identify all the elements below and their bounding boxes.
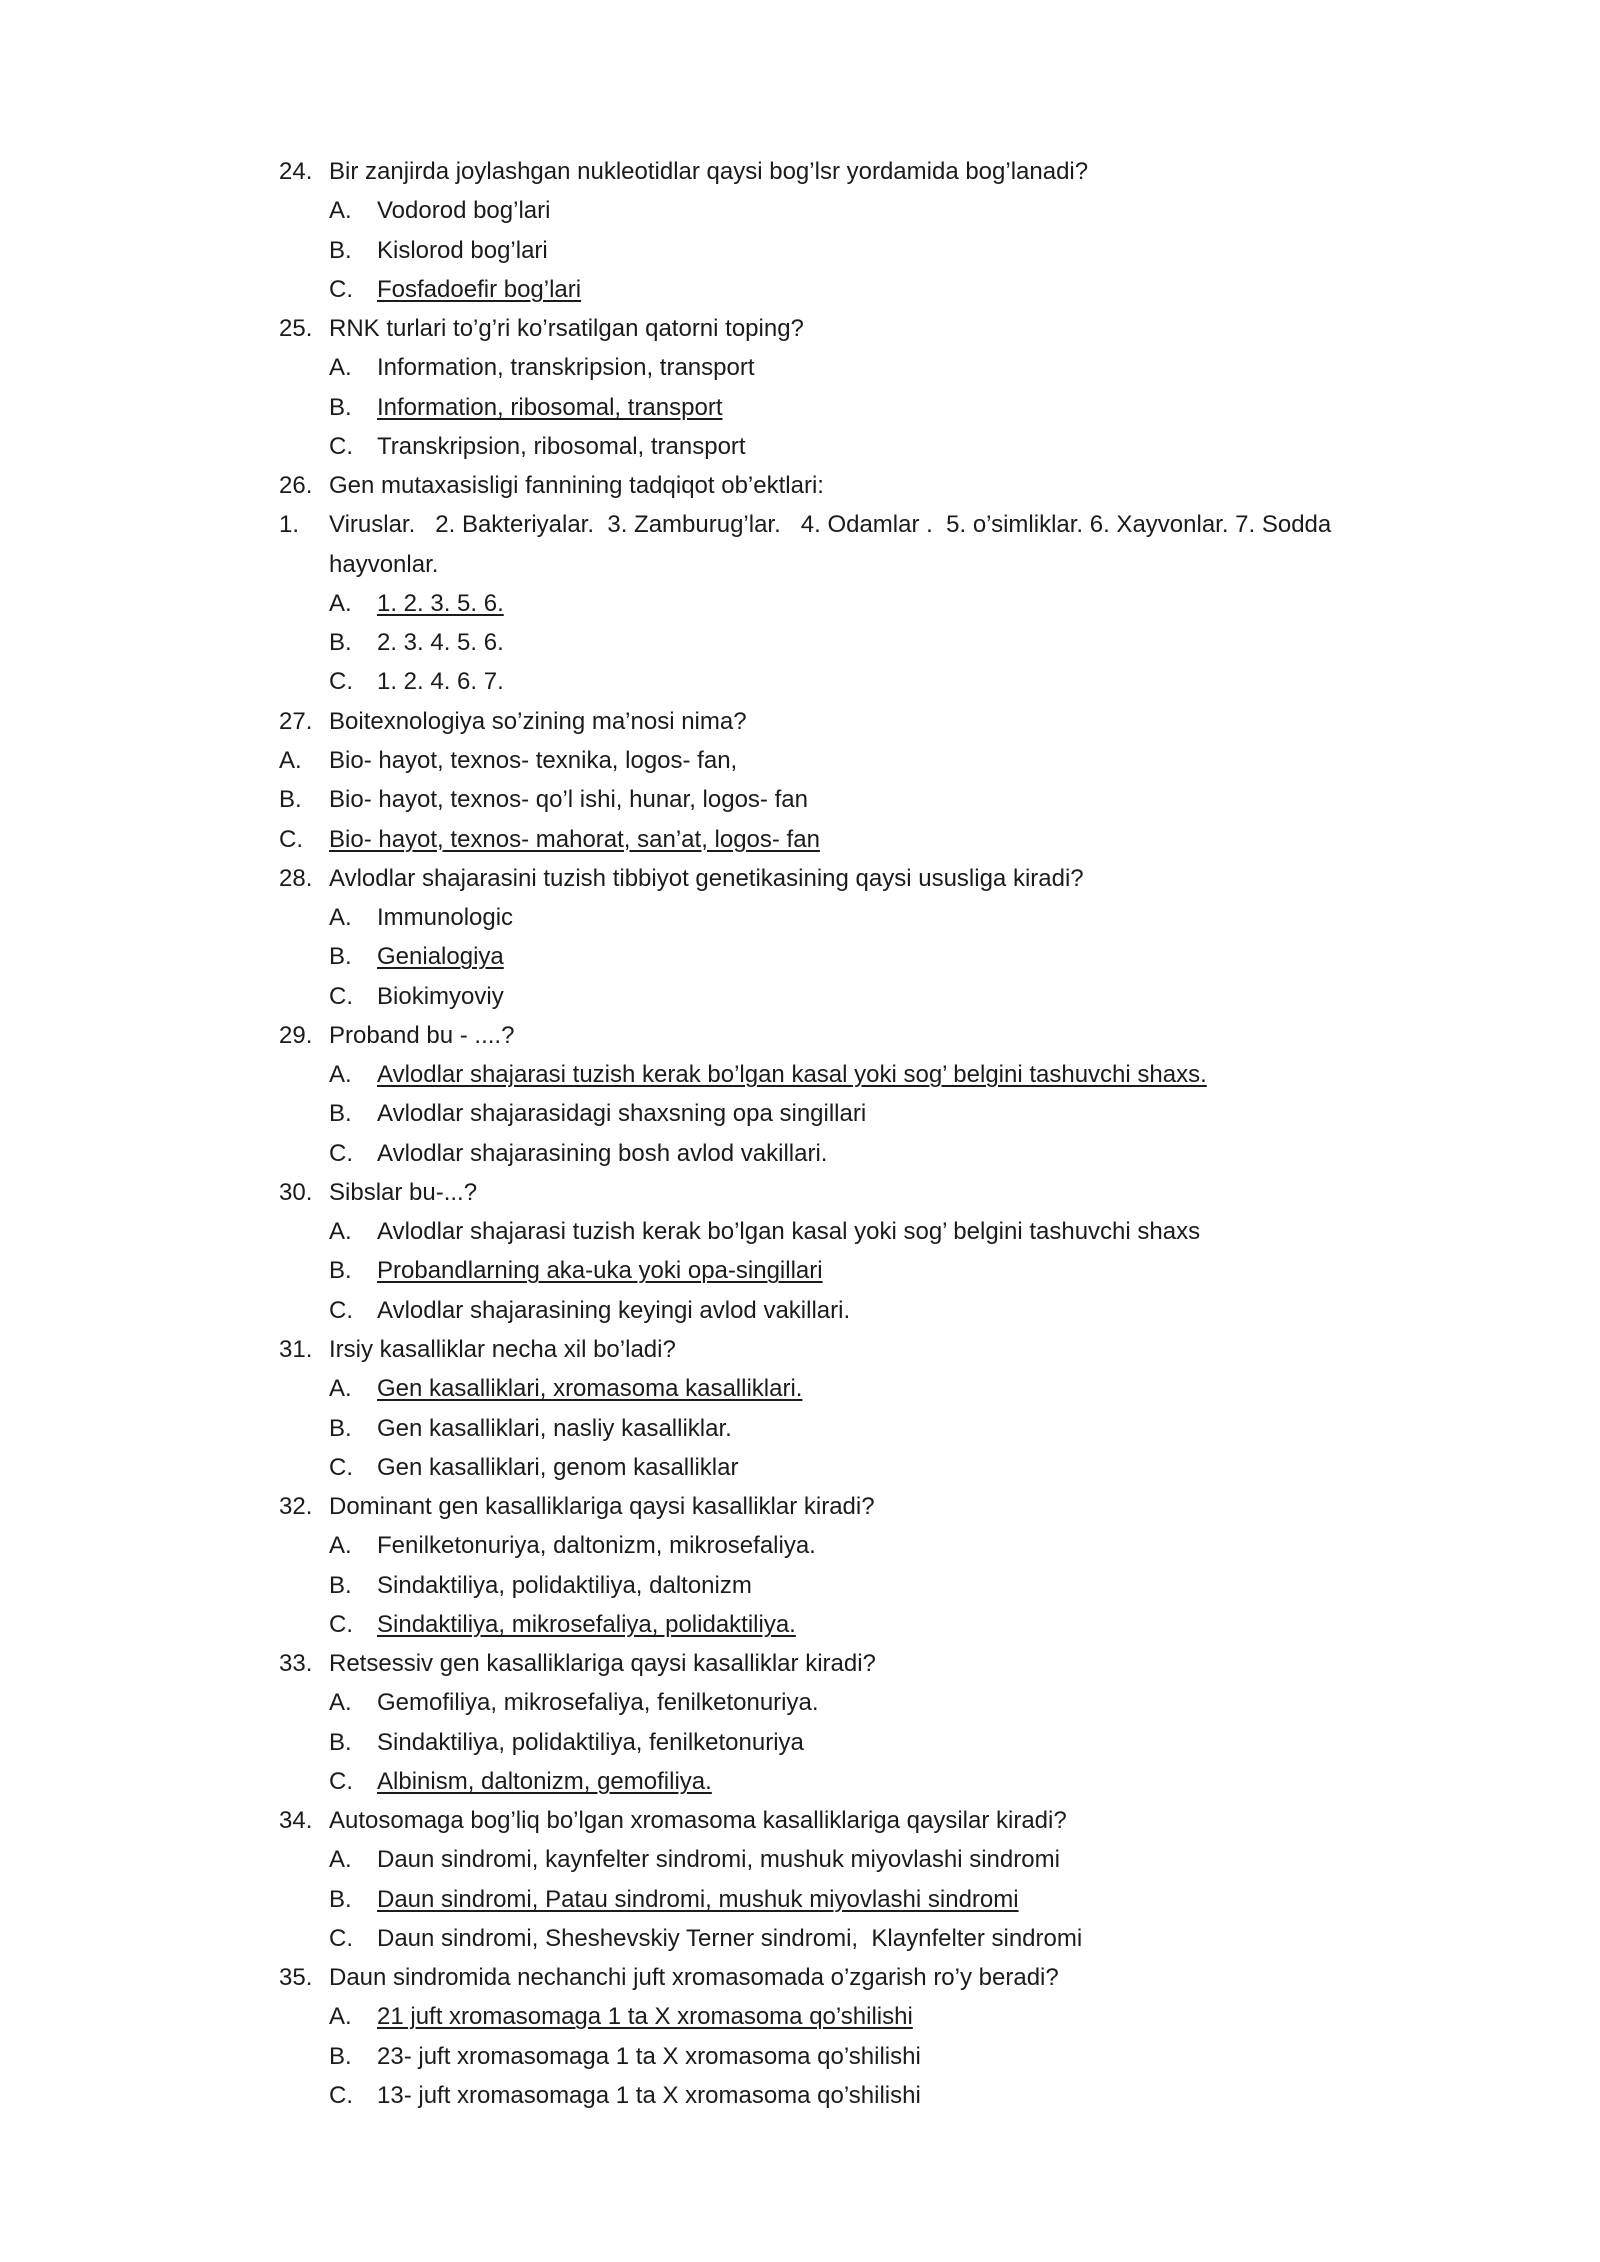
option-letter: C.: [329, 2082, 353, 2110]
option-a: [0, 1526, 1600, 1565]
question-text: Avlodlar shajarasini tuzish tibbiyot genetikasining qaysi ususliga kiradi?: [329, 864, 1084, 892]
question-number: 35.: [279, 1964, 313, 1992]
option-b: [0, 623, 1600, 662]
option-b: [0, 1880, 1600, 1919]
option-letter: A.: [329, 1689, 352, 1717]
option-letter: B.: [329, 393, 352, 421]
option-letter: C.: [329, 668, 353, 696]
question-text: RNK turlari to’g’ri ko’rsatilgan qatorni toping?: [329, 315, 804, 343]
option-b: [0, 231, 1600, 270]
option-text: Bio- hayot, texnos- qo’l ishi, hunar, logos- fan: [329, 786, 808, 814]
option-letter: B.: [329, 1571, 352, 1599]
option-a: [0, 1212, 1600, 1251]
question-text: Boitexnologiya so’zining ma’nosi nima?: [329, 707, 747, 735]
question-30: [0, 1173, 1600, 1212]
option-c: [0, 1762, 1600, 1801]
option-letter: B.: [329, 2042, 352, 2070]
option-b: [0, 388, 1600, 427]
question-26: [0, 466, 1600, 505]
option-text: 2. 3. 4. 5. 6.: [377, 629, 504, 657]
option-text: Fosfadoefir bog’lari: [377, 275, 582, 303]
question-31: [0, 1330, 1600, 1369]
option-letter: A.: [329, 197, 352, 225]
sub-list-number: 1.: [279, 511, 300, 539]
option-b: [0, 1723, 1600, 1762]
option-text: Gen kasalliklari, nasliy kasalliklar.: [377, 1414, 732, 1442]
option-letter: A.: [329, 589, 352, 617]
option-c: [0, 1919, 1600, 1958]
option-c: [0, 1605, 1600, 1644]
option-letter: B.: [329, 1100, 352, 1128]
option-text: Gemofiliya, mikrosefaliya, fenilketonuriya.: [377, 1689, 819, 1717]
option-text: Genialogiya: [377, 943, 504, 971]
question-35: [0, 1958, 1600, 1997]
option-a: [0, 898, 1600, 937]
option-letter: A.: [279, 746, 302, 774]
option-text: Gen kasalliklari, xromasoma kasalliklari.: [377, 1375, 803, 1403]
option-text: Daun sindromi, Sheshevskiy Terner sindromi, Klaynfelter sindromi: [377, 1924, 1083, 1952]
option-letter: A.: [329, 1532, 352, 1560]
option-text: Avlodlar shajarasining keyingi avlod vakillari.: [377, 1296, 851, 1324]
option-text: Probandlarning aka-uka yoki opa-singillari: [377, 1257, 823, 1285]
question-33: [0, 1644, 1600, 1683]
option-text: Gen kasalliklari, genom kasalliklar: [377, 1453, 739, 1481]
option-c: [0, 820, 1600, 859]
option-a: [0, 1055, 1600, 1094]
option-c: [0, 2076, 1600, 2115]
option-text: 13- juft xromasomaga 1 ta X xromasoma qo’shilishi: [377, 2082, 921, 2110]
question-number: 28.: [279, 864, 313, 892]
option-text: Avlodlar shajarasi tuzish kerak bo’lgan kasal yoki sog’ belgini tashuvchi shaxs.: [377, 1061, 1207, 1089]
option-letter: B.: [329, 236, 352, 264]
question-text: Retsessiv gen kasalliklariga qaysi kasalliklar kiradi?: [329, 1650, 876, 1678]
option-text: Bio- hayot, texnos- mahorat, san’at, logos- fan: [329, 825, 820, 853]
option-a: [0, 1369, 1600, 1408]
question-29: [0, 1016, 1600, 1055]
option-b: [0, 1409, 1600, 1448]
option-letter: B.: [329, 629, 352, 657]
option-c: [0, 1134, 1600, 1173]
option-letter: A.: [329, 1061, 352, 1089]
option-letter: C.: [329, 982, 353, 1010]
question-text: Proband bu - ....?: [329, 1021, 515, 1049]
question-text: Sibslar bu-...?: [329, 1178, 478, 1206]
option-a: [0, 1997, 1600, 2036]
option-b: [0, 1094, 1600, 1133]
question-28: [0, 859, 1600, 898]
option-letter: C.: [329, 1453, 353, 1481]
option-letter: A.: [329, 1375, 352, 1403]
option-c: [0, 427, 1600, 466]
question-text: Gen mutaxasisligi fannining tadqiqot ob’ektlari:: [329, 472, 824, 500]
option-text: Avlodlar shajarasidagi shaxsning opa singillari: [377, 1100, 867, 1128]
option-text: Avlodlar shajarasining bosh avlod vakillari.: [377, 1139, 828, 1167]
option-c: [0, 270, 1600, 309]
option-letter: B.: [329, 1414, 352, 1442]
option-text: Sindaktiliya, polidaktiliya, daltonizm: [377, 1571, 752, 1599]
option-text: 23- juft xromasomaga 1 ta X xromasoma qo’shilishi: [377, 2042, 921, 2070]
option-text: Information, transkripsion, transport: [377, 354, 755, 382]
option-text: Kislorod bog’lari: [377, 236, 548, 264]
question-number: 26.: [279, 472, 313, 500]
option-text: Transkripsion, ribosomal, transport: [377, 432, 746, 460]
option-c: [0, 662, 1600, 701]
sub-list-text: Viruslar. 2. Bakteriyalar. 3. Zamburug’lar. 4. Odamlar . 5. o’simliklar. 6. Xayvonlar. 7. Sodda: [329, 511, 1332, 539]
question-27: [0, 702, 1600, 741]
option-text: Sindaktiliya, polidaktiliya, fenilketonuriya: [377, 1728, 804, 1756]
question-number: 34.: [279, 1807, 313, 1835]
option-letter: B.: [329, 1728, 352, 1756]
question-number: 32.: [279, 1493, 313, 1521]
option-text: Daun sindromi, kaynfelter sindromi, mushuk miyovlashi sindromi: [377, 1846, 1060, 1874]
option-letter: A.: [329, 1218, 352, 1246]
sub-list-text: hayvonlar.: [329, 550, 439, 578]
sub-list-item-continued: [0, 545, 1600, 584]
question-text: Daun sindromida nechanchi juft xromasomada o’zgarish ro’y beradi?: [329, 1964, 1059, 1992]
sub-list-item: [0, 505, 1600, 544]
option-b: [0, 1251, 1600, 1290]
option-letter: C.: [329, 432, 353, 460]
option-text: 1. 2. 4. 6. 7.: [377, 668, 504, 696]
option-b: [0, 937, 1600, 976]
option-a: [0, 1840, 1600, 1879]
option-letter: B.: [329, 943, 352, 971]
option-text: Immunologic: [377, 904, 514, 932]
option-letter: C.: [329, 1296, 353, 1324]
question-text: Bir zanjirda joylashgan nukleotidlar qaysi bog’lsr yordamida bog’lanadi?: [329, 158, 1089, 185]
quiz-page: [0, 152, 1600, 2115]
option-b: [0, 1566, 1600, 1605]
option-text: Biokimyoviy: [377, 982, 504, 1010]
option-letter: B.: [329, 1257, 352, 1285]
option-a: [0, 584, 1600, 623]
option-text: Bio- hayot, texnos- texnika, logos- fan,: [329, 746, 738, 774]
question-number: 30.: [279, 1178, 313, 1206]
option-c: [0, 1448, 1600, 1487]
question-text: Dominant gen kasalliklariga qaysi kasalliklar kiradi?: [329, 1493, 875, 1521]
question-number: 33.: [279, 1650, 313, 1678]
question-number: 24.: [279, 158, 313, 185]
question-number: 29.: [279, 1021, 313, 1049]
question-24: [0, 152, 1600, 191]
option-letter: A.: [329, 1846, 352, 1874]
option-text: Sindaktiliya, mikrosefaliya, polidaktiliya.: [377, 1610, 796, 1638]
option-text: Vodorod bog’lari: [377, 197, 551, 225]
question-32: [0, 1487, 1600, 1526]
option-c: [0, 1291, 1600, 1330]
option-text: Information, ribosomal, transport: [377, 393, 723, 421]
option-a: [0, 741, 1600, 780]
option-letter: C.: [329, 1139, 353, 1167]
option-letter: C.: [329, 1610, 353, 1638]
option-letter: A.: [329, 904, 352, 932]
question-text: Autosomaga bog’liq bo’lgan xromasoma kasalliklariga qaysilar kiradi?: [329, 1807, 1067, 1835]
option-letter: C.: [279, 825, 303, 853]
option-a: [0, 348, 1600, 387]
option-text: Fenilketonuriya, daltonizm, mikrosefaliya.: [377, 1532, 816, 1560]
question-number: 31.: [279, 1335, 313, 1363]
option-letter: A.: [329, 354, 352, 382]
option-c: [0, 977, 1600, 1016]
question-34: [0, 1801, 1600, 1840]
question-25: [0, 309, 1600, 348]
option-text: Albinism, daltonizm, gemofiliya.: [377, 1767, 712, 1795]
option-a: [0, 1683, 1600, 1722]
option-letter: A.: [329, 2003, 352, 2031]
option-a: [0, 191, 1600, 230]
option-letter: C.: [329, 1767, 353, 1795]
option-text: 1. 2. 3. 5. 6.: [377, 589, 504, 617]
option-text: Avlodlar shajarasi tuzish kerak bo’lgan kasal yoki sog’ belgini tashuvchi shaxs: [377, 1218, 1201, 1246]
option-b: [0, 780, 1600, 819]
option-letter: B.: [279, 786, 302, 814]
question-number: 27.: [279, 707, 313, 735]
option-letter: B.: [329, 1885, 352, 1913]
question-number: 25.: [279, 315, 313, 343]
option-text: Daun sindromi, Patau sindromi, mushuk miyovlashi sindromi: [377, 1885, 1019, 1913]
question-text: Irsiy kasalliklar necha xil bo’ladi?: [329, 1335, 676, 1363]
option-text: 21 juft xromasomaga 1 ta X xromasoma qo’shilishi: [377, 2003, 913, 2031]
option-letter: C.: [329, 1924, 353, 1952]
option-letter: C.: [329, 275, 353, 303]
option-b: [0, 2037, 1600, 2076]
